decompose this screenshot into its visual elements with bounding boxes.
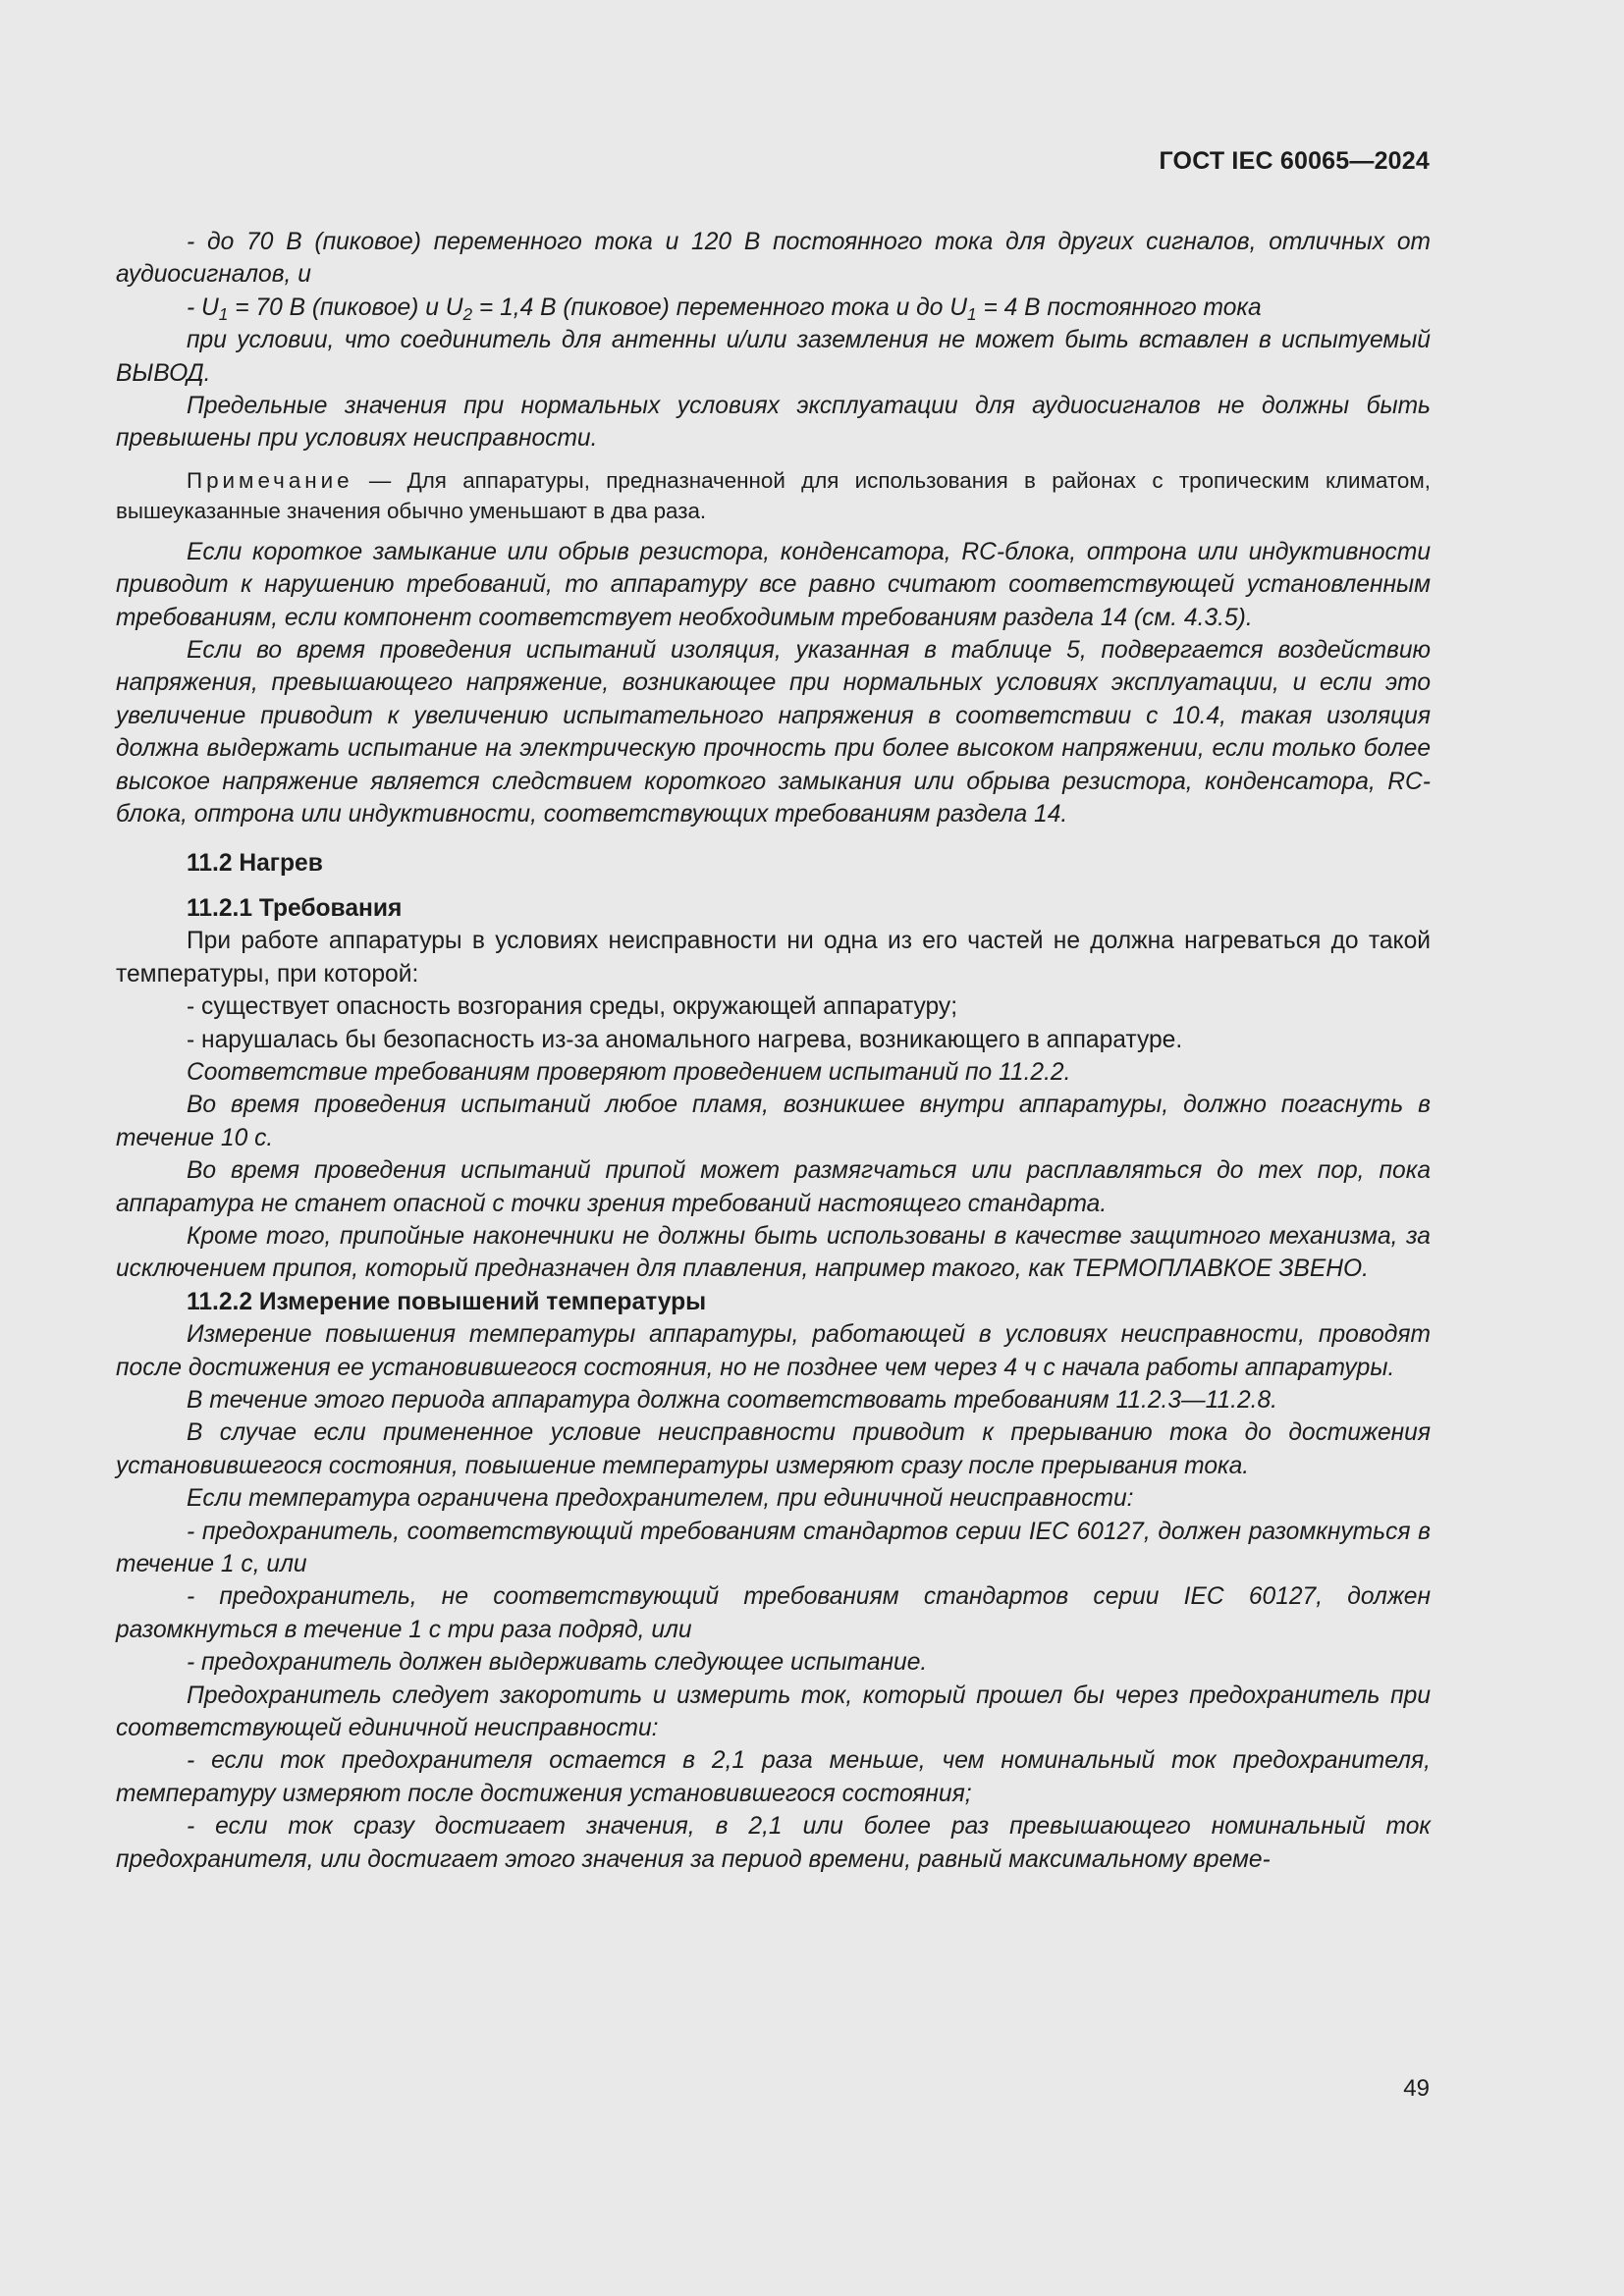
paragraph: В течение этого периода аппаратура должна соответствовать требованиям 11.2.3—11.2.8.: [187, 1387, 1278, 1414]
formula-part: - U: [187, 294, 219, 321]
document-header: ГОСТ IEC 60065—2024: [1159, 147, 1430, 175]
subsection-heading: 11.2.2 Измерение повышений температуры: [187, 1288, 707, 1315]
paragraph: - до 70 В (пиковое) переменного тока и 120 В постоянного тока для других сигналов, отличных от аудиосигналов, и: [116, 229, 1431, 289]
paragraph: Предохранитель следует закоротить и измерить ток, который прошел бы через предохранитель при соответствующей единичной неисправности:: [116, 1682, 1431, 1742]
paragraph: Во время проведения испытаний припой может размягчаться или расплавляться до тех пор, пока аппаратура не станет опасной с точки зрения требований настоящего стандарта.: [116, 1157, 1431, 1217]
paragraph: Если короткое замыкание или обрыв резистора, конденсатора, RC-блока, оптрона или индуктивности приводит к нарушению требований, то аппаратуру все равно считают соответствующей установленным требованиям, если компонент соответствует необходимым требованиям раздела 14 (см. 4.3.5).: [116, 538, 1431, 631]
note: [116, 465, 1431, 526]
list-item: - предохранитель должен выдерживать следующее испытание.: [187, 1649, 928, 1677]
note-label: Примечание: [187, 467, 353, 493]
section-heading: 11.2 Нагрев: [187, 849, 323, 877]
paragraph: Соответствие требованиям проверяют проведением испытаний по 11.2.2.: [187, 1058, 1071, 1086]
list-item: - нарушалась бы безопасность из-за аномального нагрева, возникающего в аппаратуре.: [187, 1026, 1183, 1053]
list-item: - предохранитель, не соответствующий требованиям стандартов серии IEC 60127, должен разомкнуться в течение 1 с три раза подряд, или: [116, 1583, 1431, 1643]
note-text: — Для аппаратуры, предназначенной для использования в районах с тропическим климатом, вышеуказанные значения обычно уменьшают в два раза.: [116, 467, 1431, 523]
list-item: - существует опасность возгорания среды, окружающей аппаратуру;: [187, 993, 958, 1021]
formula-part: = 70 В (пиковое) и U: [228, 294, 463, 321]
document-body: [116, 226, 1431, 1876]
formula-part: = 4 В постоянного тока: [976, 294, 1262, 321]
paragraph: Во время проведения испытаний любое пламя, возникшее внутри аппаратуры, должно погаснуть в течение 10 с.: [116, 1092, 1431, 1151]
subsection-heading: 11.2.1 Требования: [187, 894, 403, 922]
paragraph: В случае если примененное условие неисправности приводит к прерыванию тока до достижения установившегося состояния, повышение температуры измеряют сразу после прерывания тока.: [116, 1419, 1431, 1479]
list-item: - предохранитель, соответствующий требованиям стандартов серии IEC 60127, должен разомкнуться в течение 1 с, или: [116, 1518, 1431, 1578]
paragraph: Если во время проведения испытаний изоляция, указанная в таблице 5, подвергается воздействию напряжения, превышающего напряжение, возникающее при нормальных условиях эксплуатации, и если это увеличение приводит к увеличению испытательного напряжения в соответствии с 10.4, такая изоляция должна выдержать испытание на электрическую прочность при более высоком напряжении, если только более высокое напряжение является следствием короткого замыкания или обрыва резистора, конденсатора, RC-блока, оптрона или индуктивности, соответствующих требованиям раздела 14.: [116, 637, 1431, 828]
paragraph: при условии, что соединитель для антенны и/или заземления не может быть вставлен в испытуемый ВЫВОД.: [116, 327, 1431, 387]
subscript: 2: [462, 303, 473, 324]
paragraph: При работе аппаратуры в условиях неисправности ни одна из его частей не должна нагреваться до такой температуры, при которой:: [116, 928, 1431, 988]
paragraph: Кроме того, припойные наконечники не должны быть использованы в качестве защитного механизма, за исключением припоя, который предназначен для плавления, например такого, как ТЕРМОПЛАВКОЕ ЗВЕНО.: [116, 1222, 1431, 1283]
paragraph: Если температура ограничена предохранителем, при единичной неисправности:: [187, 1485, 1134, 1513]
formula-part: = 1,4 В (пиковое) переменного тока и до U: [472, 294, 968, 321]
list-item: - если ток предохранителя остается в 2,1 раза меньше, чем номинальный ток предохранителя, температуру измеряют после достижения установившегося состояния;: [116, 1747, 1431, 1807]
paragraph-voltage-formula: [116, 292, 1431, 324]
paragraph: Измерение повышения температуры аппаратуры, работающей в условиях неисправности, проводят после достижения ее установившегося состояния, но не позднее чем через 4 ч с начала работы аппаратуры.: [116, 1321, 1431, 1381]
subscript: 1: [967, 303, 977, 324]
page-number: 49: [1403, 2075, 1430, 2102]
paragraph: Предельные значения при нормальных условиях эксплуатации для аудиосигналов не должны быть превышены при условиях неисправности.: [116, 393, 1431, 453]
subscript: 1: [218, 303, 229, 324]
list-item: - если ток сразу достигает значения, в 2,1 или более раз превышающего номинальный ток предохранителя, или достигает этого значения за период времени, равный максимальному време-: [116, 1813, 1431, 1873]
